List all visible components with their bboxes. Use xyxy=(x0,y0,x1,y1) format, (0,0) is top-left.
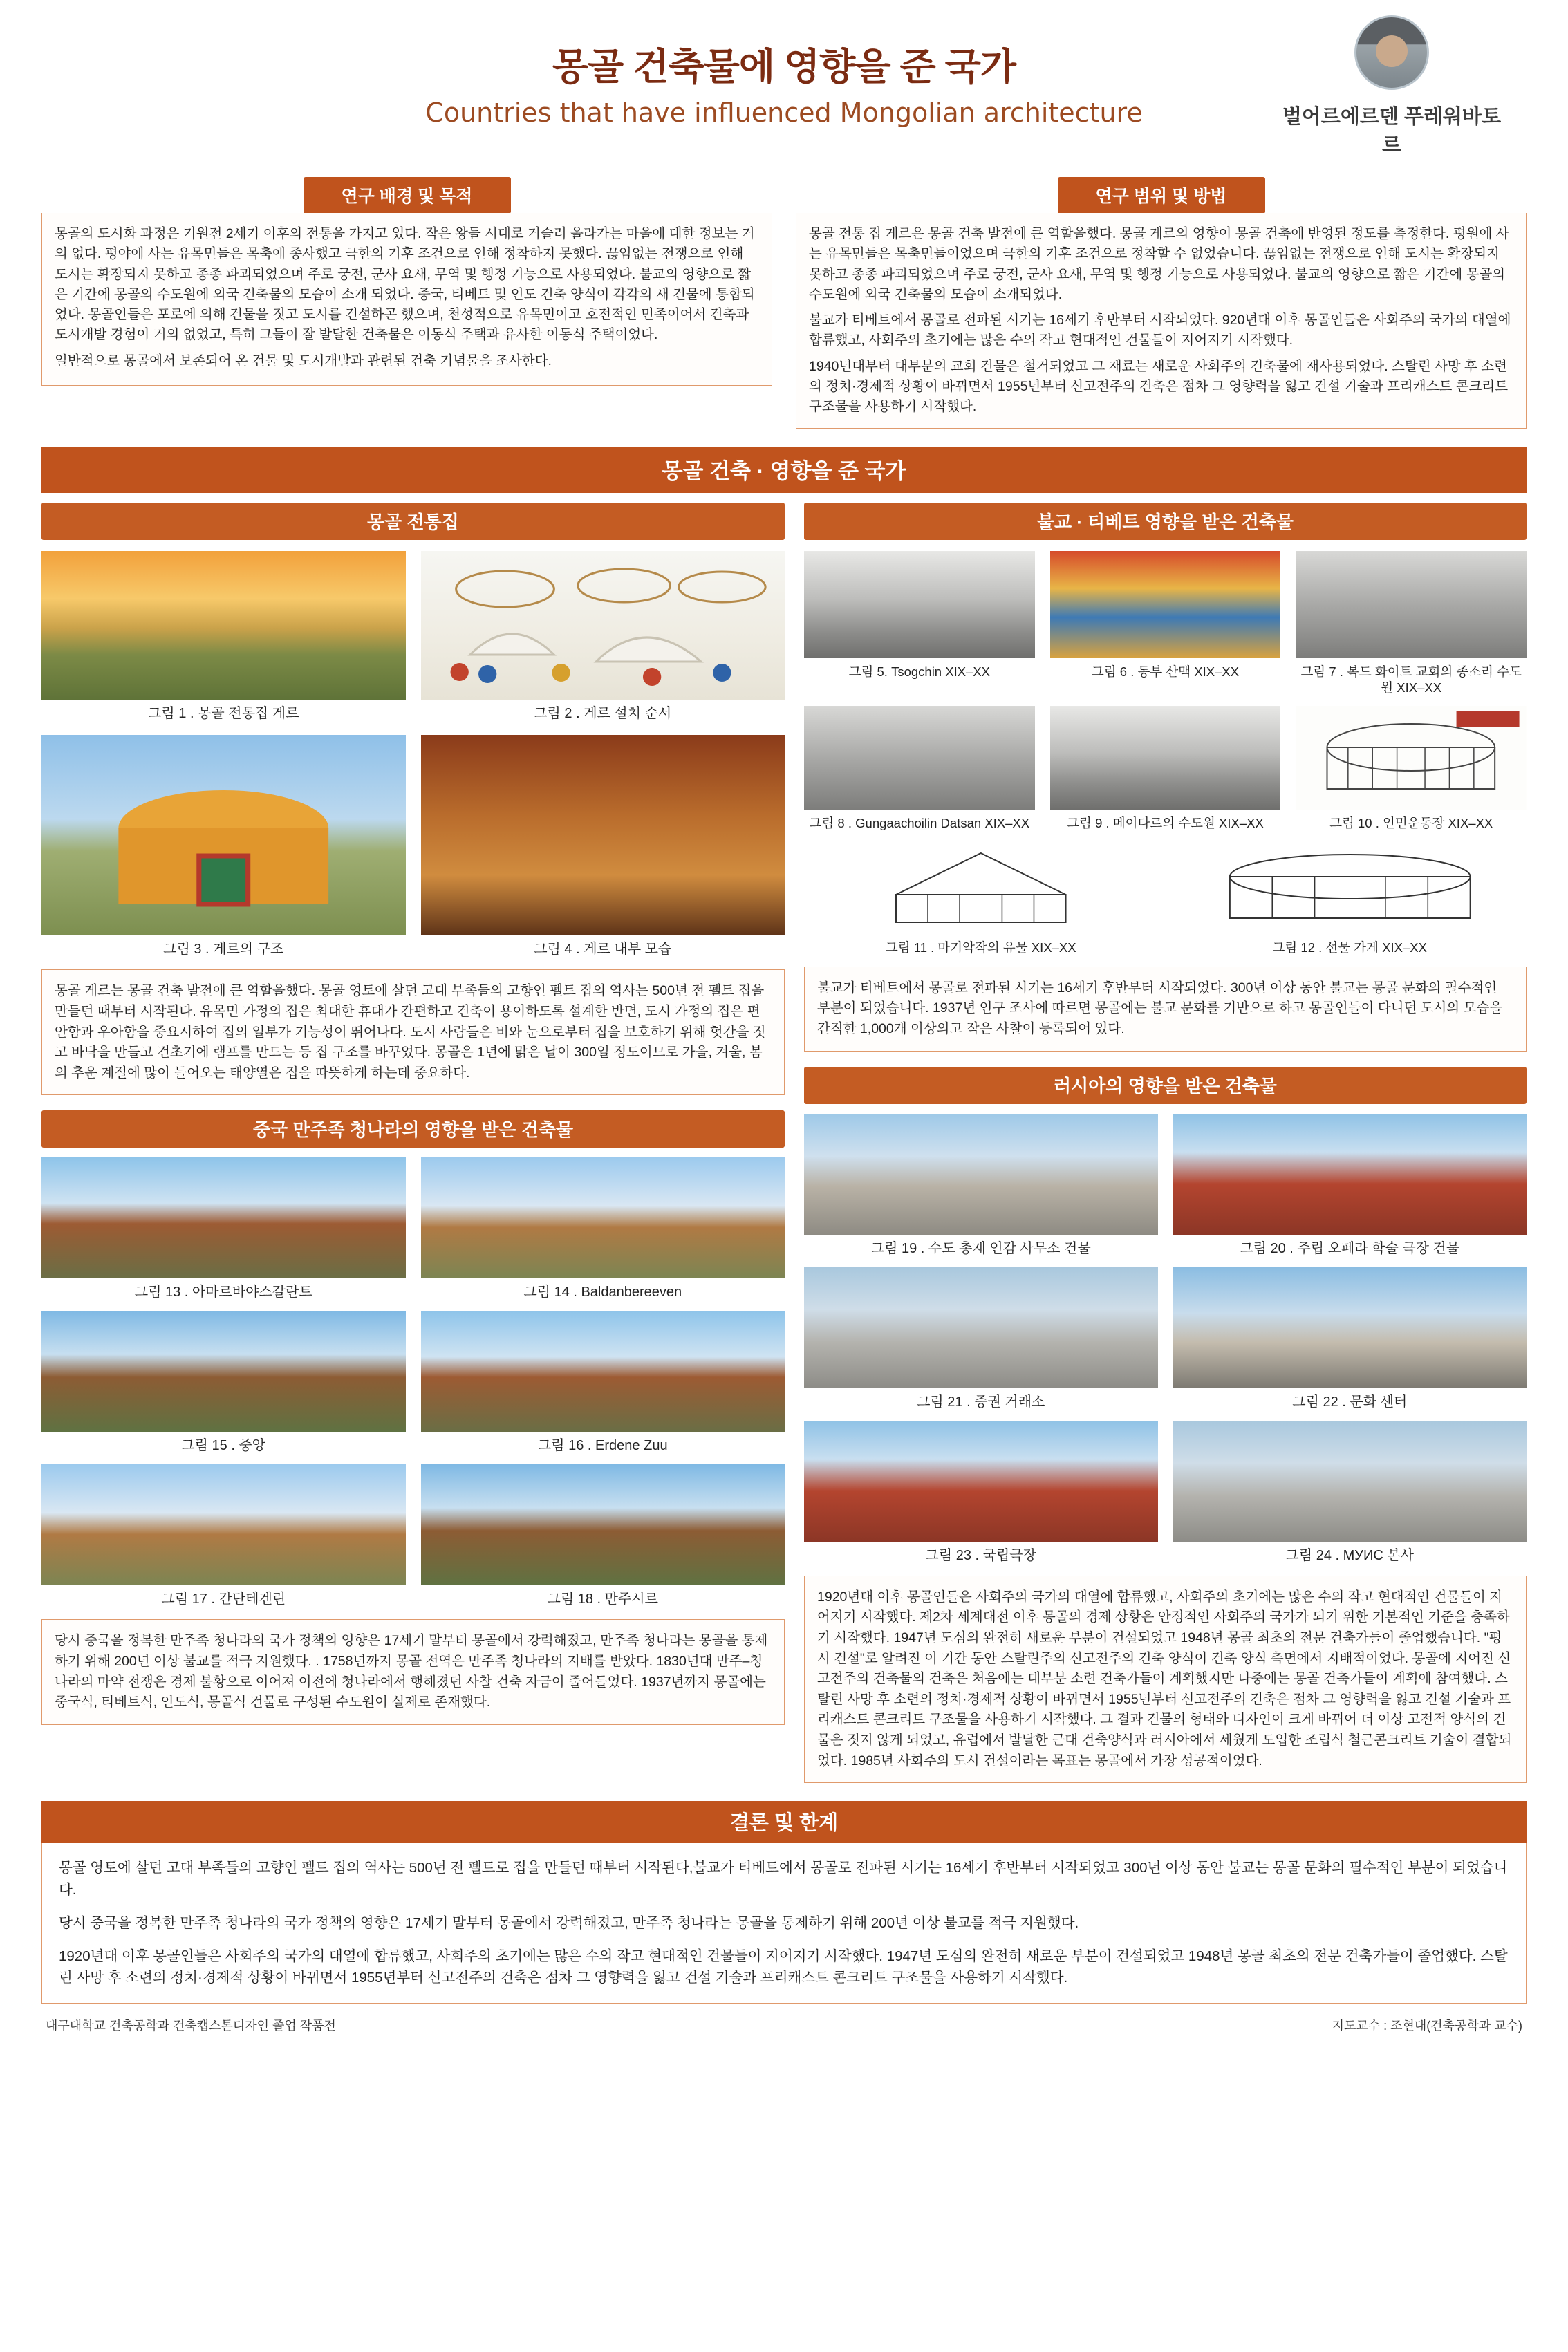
gift-shop-line-drawing xyxy=(1173,841,1527,934)
chinese-note: 당시 중국을 정복한 만주족 청나라의 국가 정책의 영향은 17세기 말부터 몽골에서 강력해졌고, 만주족 청나라는 몽골을 통제하기 위해 200년 이상 불교를 적극 지원했다. . 1758년까지 몽골 전역은 만주족 청나라의 지배를 받았다. 1830년대 만주–청나라의 마약 전쟁은 경제 불황으로 이어져 이전에 청나라에서 행해졌던 사찰 건축 자금이 줄어들었다. 1937년까지 몽골에는 중국식, 티베트식, 인도식, 몽골식 건물로 구성된 수도원이 실제로 존재했다. xyxy=(41,1619,785,1725)
left-column xyxy=(41,503,785,1783)
erdene-zuu-temple-photo xyxy=(421,1311,785,1432)
figure-caption: 그림 7 . 복드 화이트 교회의 종소리 수도원 XIX–XX xyxy=(1300,664,1522,696)
paragraph: 1940년대부터 대부분의 교회 건물은 철거되었고 그 재료는 새로운 사회주의 건축물에 재사용되었다. 스탈린 사망 후 소련의 정치·경제적 상황이 바뀌면서 1955년부터 신고전주의 건축은 점차 그 영향력을 잃고 건설 기술과 프리캐스트 콘크리트 구조물을 사용하기 시작했다. xyxy=(809,358,1509,414)
intro-row xyxy=(41,177,1527,429)
figure-caption: 그림 22 . 문화 센터 xyxy=(1292,1394,1408,1410)
muis-headquarters-photo xyxy=(1173,1421,1527,1542)
ger-assembly-steps-illustration xyxy=(421,551,785,700)
peoples-stadium-drawing xyxy=(1296,706,1527,810)
gandantegchinlen-temple-photo xyxy=(41,1464,406,1585)
figure-caption: 그림 13 . 아마르바야스갈란트 xyxy=(134,1285,312,1300)
figure-19 xyxy=(804,1114,1158,1258)
author-block xyxy=(1278,15,1506,158)
figure-17 xyxy=(41,1464,406,1608)
figure-caption: 그림 8 . Gungaachoilin Datsan XIX–XX xyxy=(809,815,1030,830)
figure-caption: 그림 14 . Baldanbereeven xyxy=(523,1285,682,1300)
conclusion-heading: 결론 및 한계 xyxy=(41,1801,1527,1843)
research-scope-section xyxy=(796,177,1527,429)
state-opera-theatre-photo xyxy=(1173,1114,1527,1235)
ger-interior-photo xyxy=(421,735,785,935)
paragraph: 1920년대 이후 몽골인들은 사회주의 국가의 대열에 합류했고, 사회주의 초기에는 많은 수의 작고 현대적인 건물들이 지어지기 시작했다. 1947년 도심의 완전히 새로운 부분이 건설되었고 1948년 몽골 최초의 전문 건축가들이 졸업했다. 스탈린 사망 후 소련의 정치·경제적 상황이 바뀌면서 1955년부터 신고전주의 건축은 점차 그 영향력을 잃고 건설 기술과 프리캐스트 콘크리트 구조물을 사용하기 시작했다. xyxy=(59,1948,1508,1986)
figure-caption: 그림 17 . 간단테겐린 xyxy=(161,1592,286,1607)
poster-header xyxy=(41,0,1527,173)
figure-23 xyxy=(804,1421,1158,1565)
national-theatre-photo xyxy=(804,1421,1158,1542)
figure-caption: 그림 21 . 증권 거래소 xyxy=(917,1394,1045,1410)
figure-4 xyxy=(421,735,785,958)
page-subtitle: Countries that have influenced Mongolian architecture xyxy=(425,97,1143,128)
right-column xyxy=(804,503,1527,1783)
baldanbereeven-temple-photo xyxy=(421,1157,785,1278)
poster-footer xyxy=(41,2016,1527,2034)
figure-caption: 그림 1 . 몽골 전통집 게르 xyxy=(148,706,299,722)
traditional-heading: 몽골 전통집 xyxy=(41,503,785,540)
figure-15 xyxy=(41,1311,406,1455)
manzushir-temple-photo xyxy=(421,1464,785,1585)
figure-caption: 그림 2 . 게르 설치 순서 xyxy=(534,706,672,722)
buddhist-heading: 불교 · 티베트 영향을 받은 건축물 xyxy=(804,503,1527,540)
figure-2 xyxy=(421,551,785,722)
figure-12 xyxy=(1173,841,1527,955)
research-scope-text xyxy=(796,213,1527,429)
main-section-heading: 몽골 건축 · 영향을 준 국가 xyxy=(41,447,1527,493)
paragraph: 몽골의 도시화 과정은 기원전 2세기 이후의 전통을 가지고 있다. 작은 왕들 시대로 거슬러 올라가는 마을에 대한 정보는 거의 없다. 평야에 사는 유목민들은 목축에 종사했고 극한의 기후 조건으로 인해 정착하지 못했다. 끊임없는 전쟁으로 인해 도시는 확장되지 못하고 종종 파괴되었으며 주로 궁전, 군사 요새, 무역 및 행정 기능으로 사용되었다. 불교의 영향으로 짧은 기간에 몽골의 수도원에 외국 건축물의 모습이 소개 되었다. 중국, 티베트 및 인도 건축 양식이 각각의 새 건물에 통합되었다. 몽골인들은 포로에 의해 건물을 짓고 도시를 건설하곤 했으며, 천성적으로 유목민이고 호전적인 민족이어서 건축과 도시개발 경험이 거의 없었고, 특히 그들이 잘 발달한 건축물은 이동식 주택과 유사한 이동식 주택이었다. xyxy=(55,226,755,343)
figure-7 xyxy=(1296,551,1527,696)
research-background-heading: 연구 배경 및 목적 xyxy=(304,177,511,214)
tsogchin-bw-photo xyxy=(804,551,1035,658)
figure-14 xyxy=(421,1157,785,1301)
amarbayasgalant-temple-photo xyxy=(41,1157,406,1278)
paragraph: 몽골 영토에 살던 고대 부족들의 고향인 펠트 집의 역사는 500년 전 펠트로 집을 만들던 때부터 시작된다,불교가 티베트에서 몽골로 전파된 시기는 16세기 후반부터 시작되었고 300년 이상 동안 불교는 몽골 문화의 필수적인 부분이 되었습니다. xyxy=(59,1860,1508,1898)
figure-20 xyxy=(1173,1114,1527,1258)
figure-9 xyxy=(1050,706,1281,831)
buddhist-note: 불교가 티베트에서 몽골로 전파된 시기는 16세기 후반부터 시작되었다. 300년 이상 동안 불교는 몽골 문화의 필수적인 부분이 되었습니다. 1937년 인구 조사에 따르면 몽골에는 불교 문화를 기반으로 하고 몽골인들이 다니던 도시의 모습을 간직한 1,000개 이상의고 작은 사찰이 등록되어 있다. xyxy=(804,967,1527,1052)
figure-caption: 그림 9 . 메이다르의 수도원 XIX–XX xyxy=(1067,815,1264,830)
figure-16 xyxy=(421,1311,785,1455)
figure-caption: 그림 4 . 게르 내부 모습 xyxy=(534,942,672,958)
figure-caption: 그림 3 . 게르의 구조 xyxy=(163,942,284,958)
figure-caption: 그림 23 . 국립극장 xyxy=(925,1547,1036,1563)
figure-10 xyxy=(1296,706,1527,831)
page-title: 몽골 건축물에 영향을 준 국가 xyxy=(552,46,1016,88)
figure-caption: 그림 11 . 마기악작의 유물 XIX–XX xyxy=(885,940,1076,955)
research-scope-heading: 연구 범위 및 방법 xyxy=(1058,177,1265,214)
figure-caption: 그림 19 . 수도 총재 인감 사무소 건물 xyxy=(870,1240,1091,1256)
ger-sunset-photo xyxy=(41,551,406,700)
figure-caption: 그림 16 . Erdene Zuu xyxy=(537,1438,668,1454)
ger-structure-photo xyxy=(41,735,406,935)
figure-6 xyxy=(1050,551,1281,696)
maidar-monastery-bw-photo xyxy=(1050,706,1281,810)
figure-5 xyxy=(804,551,1035,696)
figure-13 xyxy=(41,1157,406,1301)
figure-8 xyxy=(804,706,1035,831)
research-background-text xyxy=(41,213,772,386)
figure-caption: 그림 5. Tsogchin XIX–XX xyxy=(848,664,991,680)
figure-caption: 그림 24 . МУИС 본사 xyxy=(1285,1547,1414,1563)
russian-heading: 러시아의 영향을 받은 건축물 xyxy=(804,1067,1527,1104)
figure-caption: 그림 20 . 주립 오페라 학술 극장 건물 xyxy=(1240,1240,1460,1256)
chinese-heading: 중국 만주족 청나라의 영향을 받은 건축물 xyxy=(41,1110,785,1148)
figure-24 xyxy=(1173,1421,1527,1565)
paragraph: 일반적으로 몽골에서 보존되어 온 건물 및 도시개발과 관련된 건축 기념물을 조사한다. xyxy=(55,353,552,368)
footer-left: 대구대학교 건축공학과 건축캡스톤디자인 졸업 작품전 xyxy=(46,2019,336,2033)
central-temple-photo xyxy=(41,1311,406,1432)
figure-1 xyxy=(41,551,406,722)
figure-18 xyxy=(421,1464,785,1608)
paragraph: 불교가 티베트에서 몽골로 전파된 시기는 16세기 후반부터 시작되었다. 920년대 이후 몽골인들은 사회주의 국가의 대열에 합류했고, 사회주의 초기에는 많은 수의 작고 현대적인 건물들이 지어지기 시작했다. xyxy=(809,312,1511,348)
figure-caption: 그림 10 . 인민운동장 XIX–XX xyxy=(1329,815,1493,830)
paragraph: 당시 중국을 정복한 만주족 청나라의 국가 정책의 영향은 17세기 말부터 몽골에서 강력해졌고, 만주족 청나라는 몽골을 통제하기 위해 200년 이상 불교를 적극 지원했다. xyxy=(59,1914,1079,1931)
relic-line-drawing xyxy=(804,841,1158,934)
figure-22 xyxy=(1173,1267,1527,1411)
body-grid xyxy=(41,503,1527,1783)
figure-caption: 그림 12 . 선물 가게 XIX–XX xyxy=(1272,940,1427,955)
figure-caption: 그림 15 . 중앙 xyxy=(181,1438,266,1454)
figure-11 xyxy=(804,841,1158,955)
avatar xyxy=(1354,15,1429,90)
author-name: 벌어르에르덴 푸레워바토르 xyxy=(1282,106,1502,156)
gungaachoilin-datsan-bw-photo xyxy=(804,706,1035,810)
capital-office-building-photo xyxy=(804,1114,1158,1235)
stock-exchange-photo xyxy=(804,1267,1158,1388)
figure-caption: 그림 6 . 동부 산맥 XIX–XX xyxy=(1091,664,1240,680)
figure-21 xyxy=(804,1267,1158,1411)
russian-note: 1920년대 이후 몽골인들은 사회주의 국가의 대열에 합류했고, 사회주의 초기에는 많은 수의 작고 현대적인 건물들이 지어지기 시작했다. 제2차 세계대전 이후 몽골의 경제 상황은 안정적인 사회주의 국가가 되기 위한 기본적인 기준을 충족하기 시작했다. 1947년 도심의 완전히 새로운 부분이 건설되었고 1948년 몽골 최초의 전문 건축가들이 졸업했습니다. "평시 건설"로 알려진 이 기간 동안 스탈린주의 신고전주의 건축 양식이 건축 양식 측면에서 지배적이었다. 몽골에 지어진 신고전주의 건축물의 건축은 처음에는 대부분 소련 건축가들이 계획했지만 나중에는 몽골 건축가들이 계획에 참여했다. 스탈린 사망 후 소련의 정치·경제적 상황이 바뀌면서 1955년부터 신고전주의 건축은 점차 그 영향력을 잃고 건설 기술과 프리캐스트 콘크리트 구조물을 사용하기 시작했다. 그 결과 건물의 형태와 디자인이 크게 바뀌어 더 이상 고전적 양식의 건물은 짓지 않게 되었고, 유럽에서 발달한 근대 건축양식과 러시아에서 세웠게 도입한 조립식 철근콘크리트 기술이 결합되었다. 1985년 사회주의 도시 건설이라는 목표는 몽골에서 가장 성공적이었다. xyxy=(804,1576,1527,1784)
figure-caption: 그림 18 . 만주시르 xyxy=(547,1592,658,1607)
research-background-section xyxy=(41,177,772,429)
culture-centre-photo xyxy=(1173,1267,1527,1388)
conclusion-text xyxy=(41,1843,1527,2004)
footer-right: 지도교수 : 조현대(건축공학과 교수) xyxy=(1332,2019,1522,2033)
paragraph: 몽골 전통 집 게르은 몽골 건축 발전에 큰 역할을했다. 몽골 게르의 영향이 몽골 건축에 반영된 정도를 측정한다. 평원에 사는 유목민들은 목축민들이었으며 극한의 기후 조건으로 정착할 수 없었습니다. 끊임없는 전쟁으로 인해 도시는 확장되지 못하고 종종 파괴되었으며 주로 궁전, 군사 요새, 무역 및 행정 기능으로 사용되었다. 불교의 영향으로 짧은 기간에 몽골의 수도원에 외국 건축물의 모습이 소개되었다. xyxy=(809,226,1509,302)
figure-3 xyxy=(41,735,406,958)
eastern-range-mural-photo xyxy=(1050,551,1281,658)
bogd-white-church-bw-photo xyxy=(1296,551,1527,658)
traditional-note: 몽골 게르는 몽골 건축 발전에 큰 역할을했다. 몽골 영토에 살던 고대 부족들의 고향인 펠트 집의 역사는 500년 전 펠트 집을 만들던 때부터 시작된다. 유목민 가정의 집은 최대한 휴대가 간편하고 건축이 용이하도록 설계한 반면, 도시 가정의 집은 편안함과 우아함을 중요시하여 집의 일부가 기능성이 뛰어나다. 도시 사람들은 비와 눈으로부터 집을 보호하기 위해 헛간을 짓고 바닥을 만들고 건초기에 램프를 만드는 등 집 구조를 바꾸었다. 몽골은 1년에 맑은 날이 300일 정도이므로 가을, 겨울, 봄의 추운 계절에 많이 들어오는 태양열은 집을 따뜻하게 하는데 중요하다. xyxy=(41,969,785,1095)
